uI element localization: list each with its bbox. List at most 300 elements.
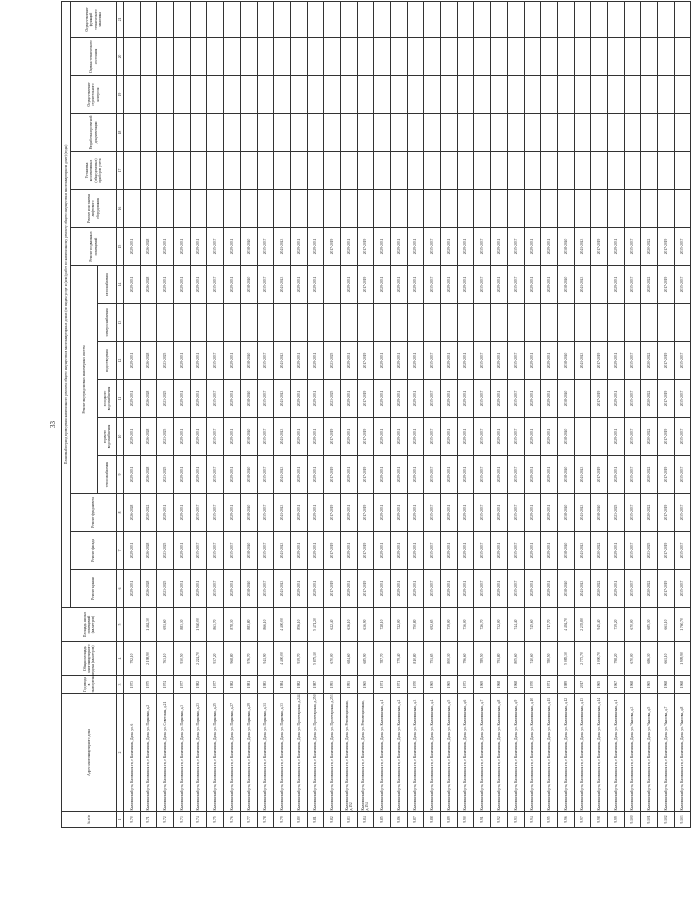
row-period-cell	[307, 114, 324, 152]
table-row	[441, 1, 458, 827]
row-period-cell: 2029-2031	[340, 532, 357, 570]
col-header-inner-systems: Ремонт внутридомовых инженерных систем	[71, 266, 98, 494]
row-period-cell	[574, 190, 591, 228]
table-row	[607, 1, 624, 827]
row-period-cell	[307, 76, 324, 114]
row-period-cell	[240, 152, 257, 190]
row-period-cell	[557, 152, 574, 190]
row-total-area: 780,50	[541, 642, 558, 676]
row-period-cell: 2029-2031	[607, 342, 624, 380]
row-period-cell: 2029-2031	[290, 570, 307, 608]
row-period-cell: 2029-2031	[340, 342, 357, 380]
row-period-cell: 2038-2040	[591, 494, 608, 532]
row-total-area: 1 000,70	[591, 642, 608, 676]
row-period-cell: 2029-2031	[491, 570, 508, 608]
table-row	[357, 1, 374, 827]
col-header-group-main: Плановый период проведения капитального ремонта общего имущества в многоквартирных домах (по видам услуг и (или) работ по капитальному ремонту общего имущества в многоквартирном доме) (годы)	[62, 1, 71, 607]
row-period-cell: 2035-2037	[257, 342, 274, 380]
row-period-cell	[124, 38, 141, 76]
col-header-total-area: Общая площадь многоквартирного дома (кв.метров)	[62, 642, 117, 676]
row-period-cell: 2029-2031	[190, 380, 207, 418]
table-row	[374, 1, 391, 827]
row-period-cell	[591, 152, 608, 190]
row-period-cell: 2035-2037	[474, 342, 491, 380]
row-period-cell: 2029-2031	[307, 418, 324, 456]
row-total-area: 937,20	[207, 642, 224, 676]
row-total-area: 789,50	[474, 642, 491, 676]
row-address: Калачинский р-н, Калачинск гп, г Калачинск, Дачн. ул. Калачинская, д.3	[407, 694, 424, 812]
row-address: Калачинский р-н, Калачинск гп, г Калачинск, Дачн. ул. Парковая, д.33	[274, 694, 291, 812]
row-period-cell	[424, 1, 441, 37]
row-period-cell: 2035-2037	[257, 418, 274, 456]
row-number: 9.91	[474, 812, 491, 828]
row-period-cell	[524, 114, 541, 152]
row-period-cell: 2020-2022	[641, 266, 658, 304]
row-period-cell: 2029-2031	[391, 418, 408, 456]
row-period-cell: 2017-2019	[591, 228, 608, 266]
row-period-cell	[591, 190, 608, 228]
row-period-cell	[658, 38, 675, 76]
row-period-cell	[257, 76, 274, 114]
row-period-cell	[240, 1, 257, 37]
col-header-heat: теплоснабжения	[98, 456, 117, 494]
row-period-cell: 2035-2037	[624, 228, 641, 266]
row-period-cell	[257, 152, 274, 190]
row-year: 1965	[441, 676, 458, 694]
row-period-cell: 2029-2031	[307, 494, 324, 532]
table-row	[424, 1, 441, 827]
row-period-cell	[557, 114, 574, 152]
row-period-cell: 2035-2037	[257, 494, 274, 532]
row-period-cell: 2029-2031	[307, 570, 324, 608]
table-row	[491, 1, 508, 827]
row-period-cell: 2029-2031	[491, 380, 508, 418]
table-row	[274, 1, 291, 827]
row-address: Калачинский р-н, Калачинск гп, г Калачинск, Дачн. ул. Парковая, д.25	[207, 694, 224, 812]
row-period-cell	[424, 304, 441, 342]
row-year: 2017	[574, 676, 591, 694]
row-period-cell: 2035-2037	[507, 266, 524, 304]
row-period-cell	[674, 38, 691, 76]
row-period-cell	[541, 1, 558, 37]
row-period-cell	[591, 266, 608, 304]
row-period-cell: 2017-2019	[324, 494, 341, 532]
row-period-cell: 2029-2031	[374, 494, 391, 532]
row-year: 1968	[491, 676, 508, 694]
row-period-cell: 2035-2037	[474, 570, 491, 608]
row-period-cell: 2020-2022	[641, 456, 658, 494]
table-row	[474, 1, 491, 827]
row-period-cell: 2041-2043	[574, 494, 591, 532]
row-living-area: 722,00	[391, 608, 408, 642]
column-number: 11	[117, 380, 124, 418]
row-period-cell	[524, 152, 541, 190]
row-total-area: 670,00	[624, 642, 641, 676]
row-period-cell: 2029-2031	[340, 494, 357, 532]
row-period-cell	[124, 114, 141, 152]
row-period-cell	[641, 38, 658, 76]
row-living-area: 726,70	[474, 608, 491, 642]
row-period-cell: 2029-2031	[391, 228, 408, 266]
row-period-cell	[524, 304, 541, 342]
row-period-cell: 2017-2019	[357, 532, 374, 570]
row-period-cell	[357, 114, 374, 152]
column-number-row	[117, 1, 124, 827]
row-address: Калачинский р-н, Калачинск гп, г Калачинск, Дачн. ул. Пролетарская, д.244	[290, 694, 307, 812]
row-period-cell	[524, 76, 541, 114]
row-period-cell	[491, 114, 508, 152]
row-total-area: 2 224,70	[190, 642, 207, 676]
row-period-cell	[624, 38, 641, 76]
row-address: Калачинский р-н, Калачинск гп, г Калачинск, Дачн. ул. 6	[124, 694, 141, 812]
table-row	[340, 1, 357, 827]
row-period-cell: 2029-2031	[174, 228, 191, 266]
row-year: 1982	[190, 676, 207, 694]
row-period-cell: 2029-2031	[524, 228, 541, 266]
row-period-cell: 2035-2037	[674, 418, 691, 456]
row-period-cell: 2029-2031	[290, 342, 307, 380]
row-period-cell: 2023-2025	[157, 418, 174, 456]
row-living-area: 4 400,00	[274, 608, 291, 642]
row-period-cell: 2029-2031	[457, 228, 474, 266]
row-address: Калачинский р-н, Калачинск гп, г Калачинск, Дачн. ул. Чкалова, д.7	[658, 694, 675, 812]
row-period-cell: 2020-2022	[641, 380, 658, 418]
row-period-cell	[641, 190, 658, 228]
row-period-cell	[591, 304, 608, 342]
row-period-cell: 2035-2037	[257, 456, 274, 494]
row-period-cell: 2029-2031	[157, 494, 174, 532]
row-address: Калачинский р-н, Калачинск гп, г Калачинск, Дачн. ул. Революционная, д.154	[357, 694, 374, 812]
row-period-cell	[207, 190, 224, 228]
row-period-cell: 2035-2037	[207, 380, 224, 418]
row-period-cell	[524, 1, 541, 37]
row-period-cell: 2017-2019	[357, 418, 374, 456]
row-period-cell	[274, 114, 291, 152]
table-row	[541, 1, 558, 827]
row-period-cell	[374, 114, 391, 152]
row-period-cell: 2029-2031	[391, 570, 408, 608]
row-period-cell: 2026-2028	[124, 494, 141, 532]
table-row	[591, 1, 608, 827]
row-living-area: 717,70	[541, 608, 558, 642]
row-number: 9.70	[124, 812, 141, 828]
row-period-cell: 2029-2031	[290, 266, 307, 304]
row-period-cell: 2029-2031	[224, 456, 241, 494]
row-year: 1983	[257, 676, 274, 694]
row-period-cell: 2029-2031	[457, 532, 474, 570]
row-period-cell	[190, 1, 207, 37]
table-row	[674, 1, 691, 827]
row-period-cell	[574, 38, 591, 76]
row-period-cell: 2029-2031	[157, 228, 174, 266]
column-number: 15	[117, 228, 124, 266]
row-number: 9.99	[607, 812, 624, 828]
row-period-cell	[507, 114, 524, 152]
column-number: 10	[117, 418, 124, 456]
row-period-cell	[591, 76, 608, 114]
row-period-cell: 2020-2022	[641, 570, 658, 608]
row-year: 1973	[457, 676, 474, 694]
col-header-living-area: Площадь жилых помещений (кв.метров)	[62, 608, 117, 642]
row-number: 9.85	[374, 812, 391, 828]
row-period-cell: 2029-2031	[374, 228, 391, 266]
row-period-cell: 2029-2031	[541, 228, 558, 266]
table-row	[207, 1, 224, 827]
row-period-cell	[324, 1, 341, 37]
row-period-cell	[224, 304, 241, 342]
row-address: Калачинский р-н, Калачинск гп, г Калачинск, Дачн. ул. Пролетарская, д.253	[324, 694, 341, 812]
row-period-cell	[591, 114, 608, 152]
row-period-cell: 2017-2019	[591, 342, 608, 380]
row-period-cell	[607, 1, 624, 37]
row-living-area: 863,70	[207, 608, 224, 642]
row-period-cell	[591, 418, 608, 456]
row-period-cell: 2035-2037	[207, 532, 224, 570]
row-address: Калачинский р-н, Калачинск гп, г Калачинск, Дачн. ул. Чкалова, д.8	[674, 694, 691, 812]
row-period-cell	[674, 114, 691, 152]
row-period-cell	[407, 76, 424, 114]
row-period-cell	[391, 1, 408, 37]
row-address: Калачинский р-н, Калачинск гп, г Калачинск, Дачн. ул. Калачинская, д.14	[591, 694, 608, 812]
row-period-cell: 2038-2040	[557, 380, 574, 418]
row-period-cell: 2038-2040	[557, 494, 574, 532]
row-period-cell: 2029-2031	[407, 570, 424, 608]
row-period-cell: 2035-2037	[474, 532, 491, 570]
row-period-cell: 2041-2043	[274, 532, 291, 570]
row-living-area: 728,10	[374, 608, 391, 642]
row-period-cell: 2017-2019	[324, 570, 341, 608]
row-total-area: 763,10	[157, 642, 174, 676]
row-period-cell	[391, 304, 408, 342]
col-header-foundation: Ремонт фундамента	[71, 494, 117, 532]
row-period-cell: 2029-2031	[340, 228, 357, 266]
row-number: 9.86	[391, 812, 408, 828]
row-living-area: 1 940,00	[190, 608, 207, 642]
row-period-cell	[290, 114, 307, 152]
row-period-cell	[140, 38, 157, 76]
row-address: Калачинский р-н, Калачинск гп, г Калачинск, Дачн. ул. Парковая, д.27	[224, 694, 241, 812]
row-period-cell	[374, 38, 391, 76]
row-address: Калачинский р-н, Калачинск гп, г Калачинск, Дачн. ул. Калачинская, д.6	[457, 694, 474, 812]
row-period-cell: 2035-2037	[190, 532, 207, 570]
row-period-cell: 2026-2028	[140, 456, 157, 494]
row-period-cell: 2026-2028	[140, 418, 157, 456]
row-total-area: 800,30	[441, 642, 458, 676]
row-period-cell: 2026-2028	[140, 380, 157, 418]
column-number: 16	[117, 190, 124, 228]
row-period-cell	[340, 76, 357, 114]
table-row	[624, 1, 641, 827]
row-period-cell	[174, 38, 191, 76]
row-period-cell: 2017-2019	[658, 228, 675, 266]
row-number: 9.87	[407, 812, 424, 828]
row-period-cell	[274, 38, 291, 76]
row-year: 1977	[207, 676, 224, 694]
row-period-cell	[624, 76, 641, 114]
row-period-cell: 2017-2019	[658, 456, 675, 494]
column-number: 18	[117, 114, 124, 152]
row-period-cell: 2041-2043	[574, 266, 591, 304]
row-period-cell	[474, 190, 491, 228]
row-period-cell	[340, 1, 357, 37]
row-period-cell: 2029-2031	[491, 342, 508, 380]
row-period-cell: 2035-2037	[207, 456, 224, 494]
row-period-cell: 2029-2031	[524, 266, 541, 304]
row-period-cell: 2017-2019	[591, 456, 608, 494]
page-number: 33	[49, 421, 57, 428]
row-number: 9.90	[457, 812, 474, 828]
row-total-area: 792,10	[124, 642, 141, 676]
row-period-cell	[557, 190, 574, 228]
row-period-cell: 2035-2037	[507, 532, 524, 570]
row-period-cell	[457, 114, 474, 152]
row-period-cell: 2038-2040	[240, 380, 257, 418]
row-total-area: 810,80	[407, 642, 424, 676]
row-period-cell	[240, 190, 257, 228]
row-period-cell	[140, 76, 157, 114]
row-period-cell: 2029-2031	[441, 266, 458, 304]
table-row	[307, 1, 324, 827]
row-total-area: 798,20	[607, 642, 624, 676]
row-period-cell	[140, 304, 157, 342]
row-address: Калачинский р-н, Калачинск гп, г Калачинск, Дачн. ул. Калачинская, д.5	[441, 694, 458, 812]
column-number: 14	[117, 266, 124, 304]
row-year: 1965	[591, 676, 608, 694]
row-period-cell	[307, 38, 324, 76]
row-period-cell	[391, 38, 408, 76]
row-period-cell: 2035-2037	[424, 342, 441, 380]
row-period-cell	[474, 1, 491, 37]
row-period-cell: 2035-2037	[207, 418, 224, 456]
row-number: 9.75	[207, 812, 224, 828]
row-period-cell	[207, 152, 224, 190]
row-period-cell	[274, 76, 291, 114]
row-period-cell	[441, 76, 458, 114]
row-period-cell: 2029-2031	[441, 418, 458, 456]
row-period-cell	[190, 304, 207, 342]
row-period-cell: 2017-2019	[357, 456, 374, 494]
row-period-cell: 2029-2031	[391, 532, 408, 570]
row-address: Калачинский р-н, Калачинск гп, г Калачинск, Дачн. ул. Калачинская, д.13	[574, 694, 591, 812]
row-period-cell: 2035-2037	[424, 532, 441, 570]
row-living-area: 745,60	[524, 608, 541, 642]
row-period-cell	[624, 190, 641, 228]
row-living-area: 1 462,30	[140, 608, 157, 642]
row-period-cell	[591, 38, 608, 76]
table-row	[457, 1, 474, 827]
row-period-cell	[207, 38, 224, 76]
row-period-cell: 2029-2031	[541, 418, 558, 456]
row-total-area: 661,10	[658, 642, 675, 676]
table-row	[290, 1, 307, 827]
row-address: Калачинский р-н, Калачинск гп, г Калачинск, Дачн. ул. Парковая, д.29	[240, 694, 257, 812]
row-address: Калачинский р-н, Калачинск гп, г Калачинск, Дачн. ул. Революционная, д.152	[340, 694, 357, 812]
table-row	[391, 1, 408, 827]
row-period-cell: 2029-2031	[340, 456, 357, 494]
row-period-cell	[324, 76, 341, 114]
row-period-cell: 2029-2031	[174, 532, 191, 570]
row-period-cell: 2017-2019	[591, 380, 608, 418]
row-period-cell: 2029-2031	[190, 456, 207, 494]
row-period-cell: 2029-2031	[124, 342, 141, 380]
row-period-cell: 2029-2031	[307, 380, 324, 418]
row-period-cell: 2035-2037	[424, 380, 441, 418]
table-row	[658, 1, 675, 827]
col-header-roof: Ремонт крыши	[71, 570, 117, 608]
row-period-cell: 2035-2037	[257, 228, 274, 266]
row-period-cell	[140, 1, 157, 37]
row-period-cell: 2038-2040	[557, 228, 574, 266]
column-number: 2	[117, 694, 124, 812]
row-period-cell	[658, 114, 675, 152]
row-period-cell: 2029-2031	[541, 570, 558, 608]
row-period-cell: 2023-2025	[324, 342, 341, 380]
row-period-cell: 2038-2040	[557, 342, 574, 380]
row-period-cell	[324, 266, 341, 304]
row-period-cell: 2017-2019	[658, 570, 675, 608]
column-number: 9	[117, 456, 124, 494]
row-total-area: 2 198,90	[140, 642, 157, 676]
row-period-cell	[624, 114, 641, 152]
row-address: Калачинский р-н, Калачинск гп, г Калачинск, Дачн. ул. Калачинская, д.1	[374, 694, 391, 812]
row-period-cell	[491, 76, 508, 114]
col-header-address: Адрес многоквартирного дома	[62, 694, 117, 812]
row-period-cell	[207, 76, 224, 114]
row-number: 9.96	[557, 812, 574, 828]
row-living-area: 883,30	[174, 608, 191, 642]
row-period-cell: 2026-2028	[140, 532, 157, 570]
row-period-cell	[224, 114, 241, 152]
row-living-area: 636,10	[340, 608, 357, 642]
row-period-cell: 2038-2040	[557, 456, 574, 494]
row-period-cell	[340, 304, 357, 342]
row-number: 9.78	[257, 812, 274, 828]
row-period-cell: 2020-2022	[641, 494, 658, 532]
row-period-cell: 2029-2031	[174, 342, 191, 380]
row-period-cell	[324, 304, 341, 342]
col-header-lift: Ремонт или замена лифтового оборудования	[71, 190, 117, 228]
row-period-cell: 2029-2031	[524, 456, 541, 494]
row-period-cell	[658, 76, 675, 114]
column-number: 6	[117, 570, 124, 608]
row-period-cell	[357, 190, 374, 228]
row-period-cell	[124, 1, 141, 37]
row-period-cell: 2026-2028	[140, 570, 157, 608]
row-period-cell	[607, 114, 624, 152]
row-period-cell	[324, 190, 341, 228]
row-total-area: 686,30	[641, 642, 658, 676]
row-period-cell: 2035-2037	[674, 228, 691, 266]
row-address: Калачинский р-н, Калачинск гп, г Калачинск, Дачн. ул. Парковая, д.23	[190, 694, 207, 812]
table-row	[190, 1, 207, 827]
row-period-cell: 2035-2037	[674, 380, 691, 418]
col-header-year: Год ввода в эксплуатацию	[62, 676, 117, 694]
row-period-cell: 2029-2031	[224, 266, 241, 304]
row-period-cell: 2035-2037	[624, 380, 641, 418]
row-period-cell	[340, 114, 357, 152]
row-period-cell: 2038-2040	[240, 532, 257, 570]
row-period-cell	[441, 190, 458, 228]
row-period-cell	[424, 190, 441, 228]
row-period-cell	[574, 114, 591, 152]
row-period-cell	[507, 190, 524, 228]
row-year: 1975	[140, 676, 157, 694]
row-period-cell: 2017-2019	[658, 266, 675, 304]
row-period-cell	[224, 1, 241, 37]
row-period-cell	[257, 1, 274, 37]
row-period-cell	[124, 304, 141, 342]
row-period-cell: 2017-2019	[357, 228, 374, 266]
